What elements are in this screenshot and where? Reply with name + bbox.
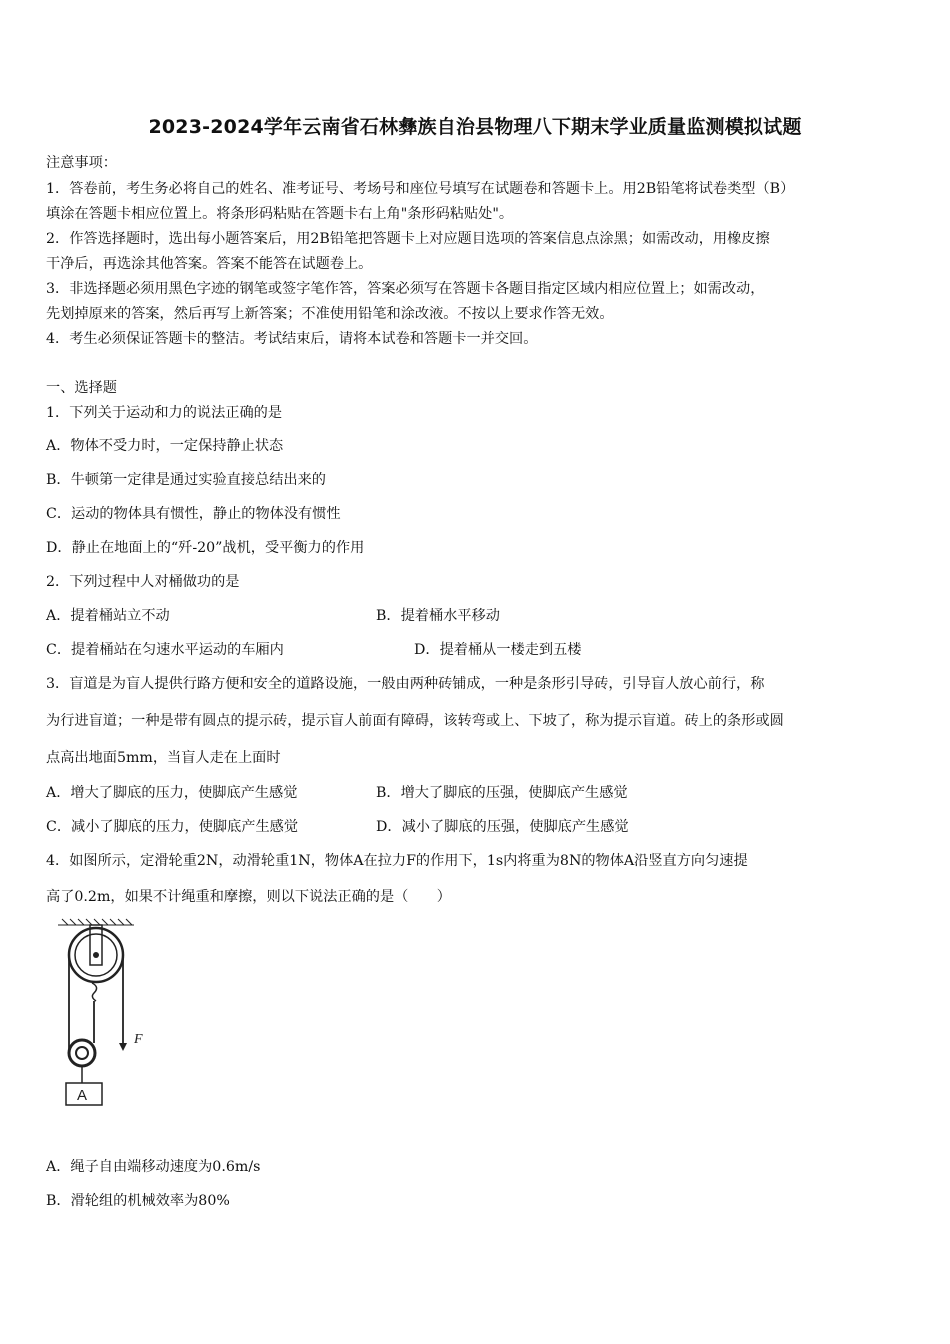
notice-line: 先划掉原来的答案，然后再写上新答案；不准使用铅笔和涂改液。不按以上要求作答无效。: [46, 306, 614, 322]
force-arrow: [119, 1043, 127, 1051]
notice-heading: 注意事项：: [46, 155, 117, 171]
question-2-option-c: C．提着桶站在匀速水平运动的车厢内: [46, 642, 284, 658]
notice-line: 3．非选择题必须用黑色字迹的钢笔或签字笔作答，答案必须写在答题卡各题目指定区域内相应位置上；如需改动，: [46, 281, 765, 297]
question-1-option-a: A．物体不受力时，一定保持静止状态: [46, 438, 284, 454]
fixed-pulley: [69, 925, 123, 1001]
notice-line: 填涂在答题卡相应位置上。将条形码粘贴在答题卡右上角"条形码粘贴处"。: [46, 206, 514, 222]
question-4-option-a: A．绳子自由端移动速度为0.6m/s: [46, 1159, 261, 1175]
question-3-option-b: B．增大了脚底的压强，使脚底产生感觉: [376, 785, 628, 801]
question-2-option-b: B．提着桶水平移动: [376, 608, 500, 624]
movable-pulley: [69, 1040, 95, 1083]
block-a: [66, 1083, 102, 1105]
question-3-stem-line: 3．盲道是为盲人提供行路方便和安全的道路设施，一般由两种砖铺成，一种是条形引导砖，引导盲人放心前行，称: [46, 676, 765, 692]
rope: [69, 955, 123, 1050]
page-title: 2023-2024学年云南省石林彝族自治县物理八下期末学业质量监测模拟试题: [148, 116, 802, 138]
question-1-option-c: C．运动的物体具有惯性，静止的物体没有惯性: [46, 506, 341, 522]
question-3-option-d: D．减小了脚底的压强，使脚底产生感觉: [376, 819, 629, 835]
question-3-stem-line: 为行进盲道；一种是带有圆点的提示砖，提示盲人前面有障碍，该转弯或上、下坡了，称为提示盲道。砖上的条形或圆: [46, 713, 784, 729]
question-2-stem: 2．下列过程中人对桶做功的是: [46, 574, 240, 590]
force-label: F: [134, 1032, 143, 1047]
question-3-option-c: C．减小了脚底的压力，使脚底产生感觉: [46, 819, 299, 835]
block-label: A: [77, 1087, 88, 1104]
pulley-figure: [54, 915, 164, 1115]
question-3-option-a: A．增大了脚底的压力，使脚底产生感觉: [46, 785, 298, 801]
ceiling: [58, 919, 134, 925]
question-2-option-d: D．提着桶从一楼走到五楼: [414, 642, 582, 658]
section-heading: 一、选择题: [46, 380, 117, 396]
question-3-stem-line: 点高出地面5mm，当盲人走在上面时: [46, 750, 281, 766]
notice-line: 4．考生必须保证答题卡的整洁。考试结束后，请将本试卷和答题卡一并交回。: [46, 331, 538, 347]
question-1-option-b: B．牛顿第一定律是通过实验直接总结出来的: [46, 472, 326, 488]
question-4-stem-line: 4．如图所示，定滑轮重2N，动滑轮重1N，物体A在拉力F的作用下，1s内将重为8N的物体A沿竖直方向匀速提: [46, 853, 748, 869]
question-2-option-a: A．提着桶站立不动: [46, 608, 170, 624]
notice-line: 2．作答选择题时，选出每小题答案后，用2B铅笔把答题卡上对应题目选项的答案信息点涂黑；如需改动，用橡皮擦: [46, 231, 770, 247]
notice-line: 干净后，再选涂其他答案。答案不能答在试题卷上。: [46, 256, 373, 272]
question-4-stem-line: 高了0.2m，如果不计绳重和摩擦，则以下说法正确的是（ ）: [46, 889, 451, 905]
question-1-stem: 1．下列关于运动和力的说法正确的是: [46, 405, 283, 421]
notice-line: 1．答卷前，考生务必将自己的姓名、准考证号、考场号和座位号填写在试题卷和答题卡上。用2B铅笔将试卷类型（B）: [46, 181, 795, 197]
question-1-option-d: D．静止在地面上的“歼-20”战机，受平衡力的作用: [46, 540, 365, 556]
question-4-option-b: B．滑轮组的机械效率为80%: [46, 1193, 230, 1209]
